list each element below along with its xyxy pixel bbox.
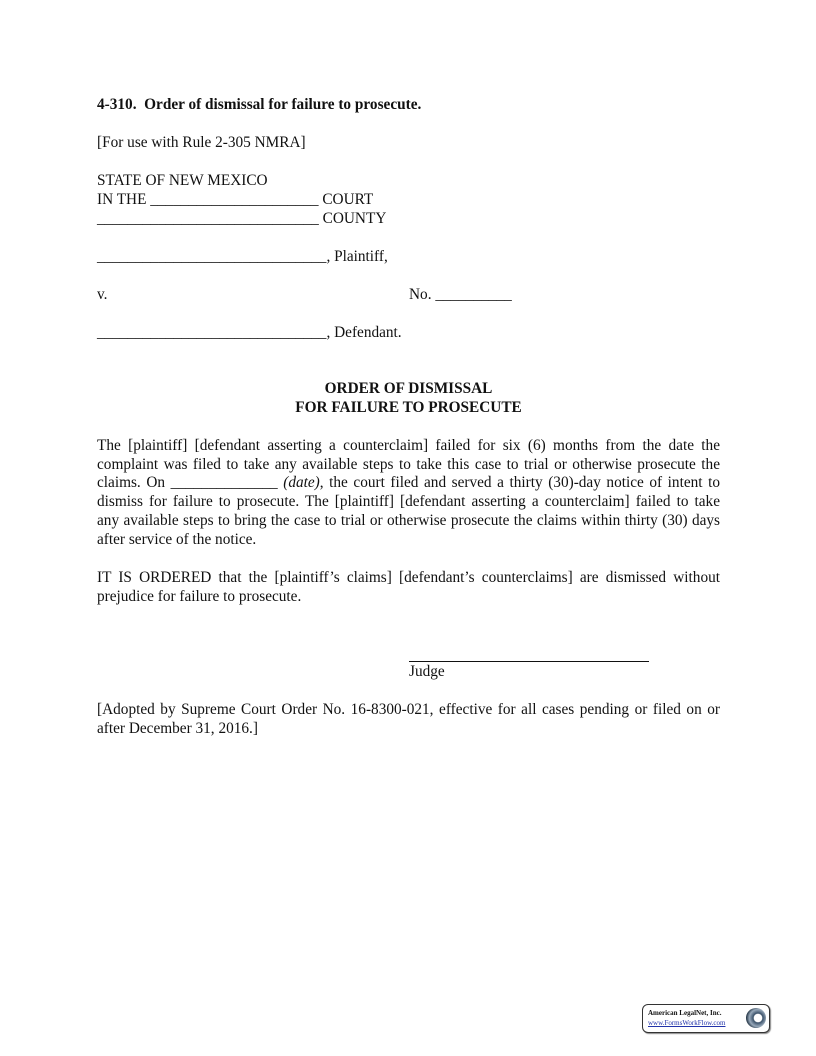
paragraph-line: dismiss for failure to prosecute. The [plaintiff] [defendant asserting a counterclaim] failed to take [97,493,720,510]
american-legalnet-logo[interactable] [642,1004,770,1033]
order-heading-1: ORDER OF DISMISSAL [324,380,493,397]
judge-signature-line [409,661,649,662]
globe-icon [746,1008,766,1028]
state-label: STATE OF NEW MEXICO [97,172,268,189]
order-heading-2: FOR FAILURE TO PROSECUTE [295,399,522,416]
paragraph-line [97,473,720,492]
paragraph-line: complaint was filed to take any available steps to take this case to trial or otherwise prosecute the [97,456,720,473]
court-line: IN THE ______________________ COURT [97,191,374,208]
county-line: _____________________________ COUNTY [97,210,387,227]
paragraph-line: The [plaintiff] [defendant asserting a counterclaim] failed for six (6) months from the date the [97,437,720,454]
paragraph-line: after service of the notice. [97,531,257,548]
ordered-line: prejudice for failure to prosecute. [97,588,302,605]
form-title: 4-310. Order of dismissal for failure to prosecute. [97,96,422,113]
logo-name: American LegalNet, Inc. [648,1009,722,1017]
paragraph-text: , the court filed and served a thirty (30)-day notice of intent to [319,474,720,491]
judge-label: Judge [409,663,445,680]
versus-label: v. [97,286,108,303]
defendant-line: ______________________________, Defendant. [97,324,402,341]
plaintiff-line: ______________________________, Plaintiff, [97,248,388,265]
adopted-note-line: after December 31, 2016.] [97,720,258,737]
date-blank-text: claims. On ______________ [97,474,284,491]
ordered-line: IT IS ORDERED that the [plaintiff’s claims] [defendant’s counterclaims] are dismissed without [97,569,720,586]
case-number-line: No. __________ [409,286,512,303]
adopted-note-line: [Adopted by Supreme Court Order No. 16-8300-021, effective for all cases pending or filed on or [97,701,720,718]
date-label: (date) [283,474,320,491]
paragraph-line: any available steps to bring the case to trial or otherwise prosecute the claims within thirty (30) days [97,512,720,529]
logo-url-link[interactable]: www.FormsWorkFlow.com [648,1019,726,1027]
use-note: [For use with Rule 2-305 NMRA] [97,134,306,151]
